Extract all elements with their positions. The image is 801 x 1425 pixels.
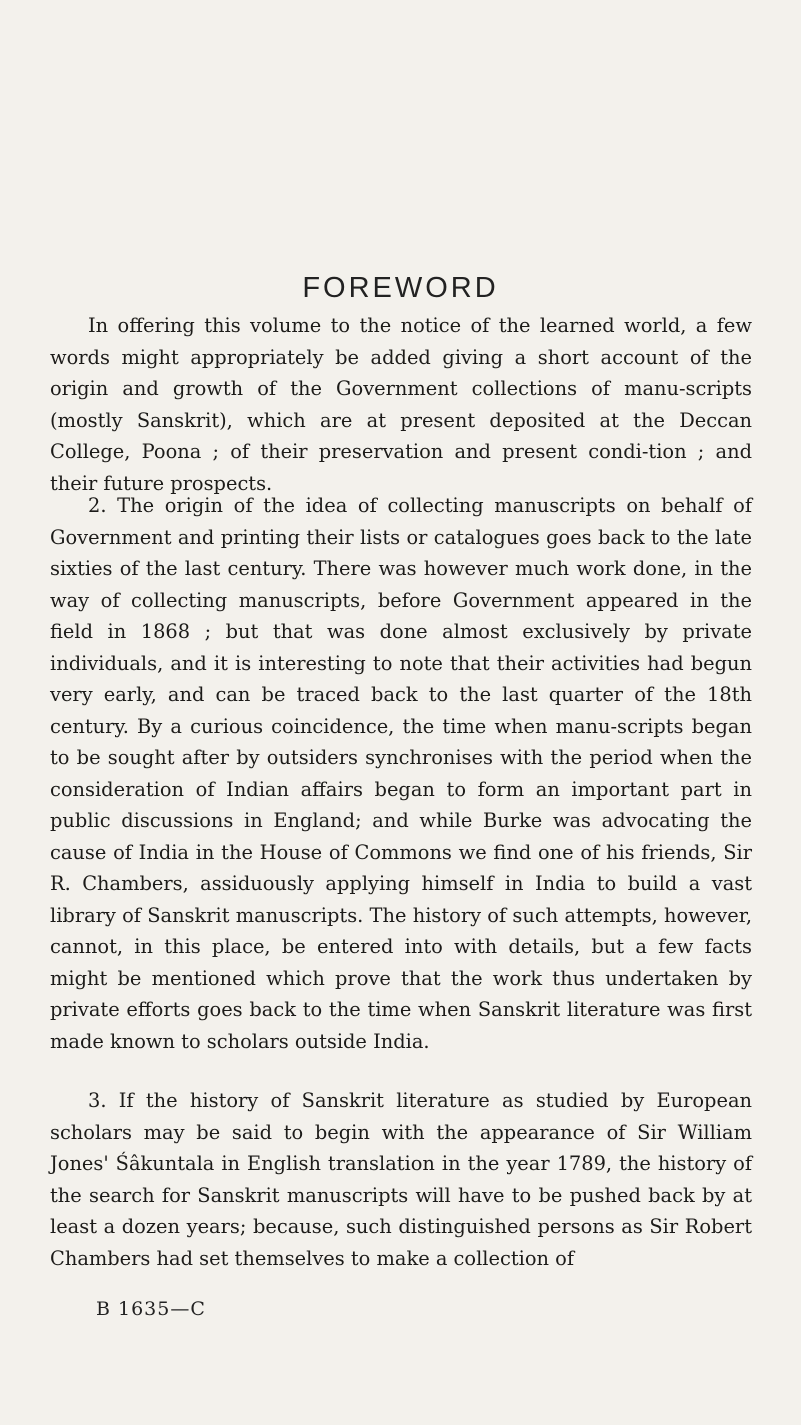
paragraph-2: 2. The origin of the idea of collecting manuscripts on behalf of Government and printing their lists or catalogues goes back to the late sixties of the last century. There was however much work done, in the way of collecting manuscripts, before Government appeared in the field in 1868 ; but that was done almost exclusively by private individuals, and it is interesting to note that their activities had begun very early, and can be traced back to the last quarter of the 18th century. By a curious coincidence, the time when manu-scripts began to be sought after by outsiders synchronises with the period when the consideration of Indian affairs began to form an important part in public discussions in England; and while Burke was advocating the cause of India in the House of Commons we find one of his friends, Sir R. Chambers, assiduously applying himself in India to build a vast library of Sanskrit manuscripts. The history of such attempts, however, cannot, in this place, be entered into with details, but a few facts might be mentioned which prove that the work thus undertaken by private efforts goes back to the time when Sanskrit literature was first made known to scholars outside India. [50,494,752,1053]
page-title: FOREWORD [302,272,499,304]
paragraph-intro: In offering this volume to the notice of the learned world, a few words might appropriately be added giving a short account of the origin and growth of the Government collections of manu-scripts (mostly Sanskrit), which are at present deposited at the Deccan College, Poona ; of their preservation and present condi-tion ; and their future prospects. [50,314,752,495]
signature-mark: B 1635—C [96,1298,206,1320]
paragraph-3: 3. If the history of Sanskrit literature as studied by European scholars may be said to begin with the appearance of Sir William Jones' Śâkuntala in English translation in the year 1789, the history of the search for Sanskrit manuscripts will have to be pushed back by at least a dozen years; because, such distinguished persons as Sir Robert Chambers had set themselves to make a collection of [50,1089,752,1270]
